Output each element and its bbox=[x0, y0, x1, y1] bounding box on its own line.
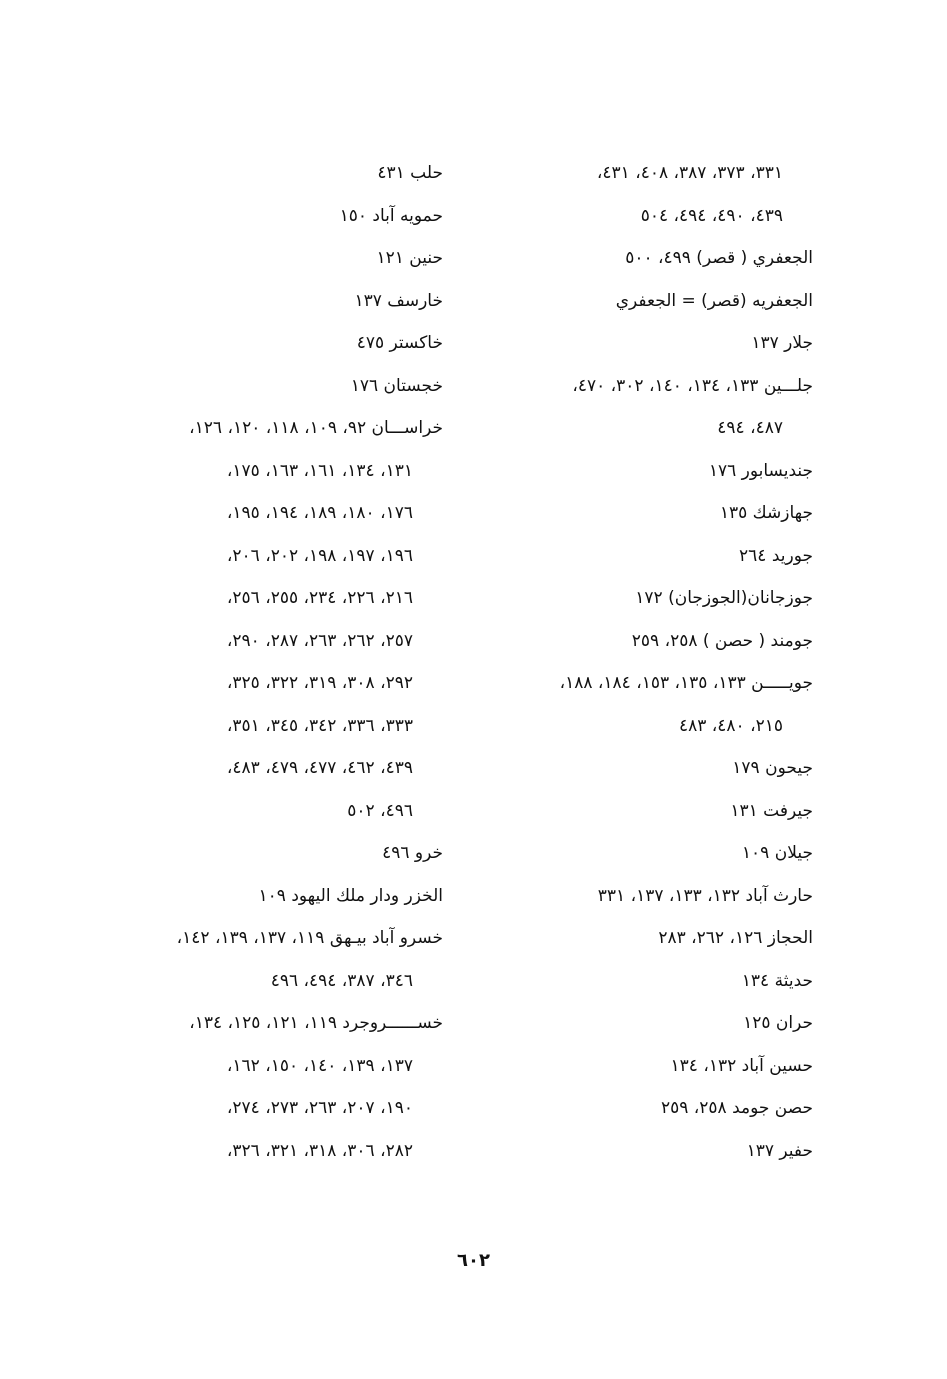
index-entry: حنين ١٢١ bbox=[376, 248, 443, 268]
index-entry: خسرو آباد بيـهق ١١٩، ١٣٧، ١٣٩، ١٤٢، bbox=[176, 928, 443, 948]
index-entry: جيحون ١٧٩ bbox=[732, 758, 813, 778]
index-entry: خراســـان ٩٢، ١٠٩، ١١٨، ١٢٠، ١٢٦، bbox=[189, 418, 443, 438]
index-entry: الخزر ودار ملك اليهود ١٠٩ bbox=[258, 885, 443, 906]
index-entry: جيرفت ١٣١ bbox=[730, 800, 813, 821]
index-entry: حران ١٢٥ bbox=[743, 1013, 813, 1033]
index-entry: ١٣١، ١٣٤، ١٦١، ١٦٣، ١٧٥، bbox=[226, 460, 413, 481]
index-entry: حفير ١٣٧ bbox=[746, 1140, 813, 1161]
index-entry: ١٧٦، ١٨٠، ١٨٩، ١٩٤، ١٩٥، bbox=[226, 503, 413, 523]
index-entry: ٢٨٢، ٣٠٦، ٣١٨، ٣٢١، ٣٢٦، bbox=[226, 1140, 413, 1161]
index-entry: ٣٣١، ٣٧٣، ٣٨٧، ٤٠٨، ٤٣١، bbox=[596, 163, 783, 183]
index-entry: ٤٨٧، ٤٩٤ bbox=[717, 418, 783, 438]
index-entry: ١٩٠، ٢٠٧، ٢٦٣، ٢٧٣، ٢٧٤، bbox=[226, 1098, 413, 1118]
index-entry: حسين آباد ١٣٢، ١٣٤ bbox=[670, 1055, 813, 1076]
index-entry: ٢١٥، ٤٨٠، ٤٨٣ bbox=[679, 715, 783, 736]
index-entry: ١٣٧، ١٣٩، ١٤٠، ١٥٠، ١٦٢، bbox=[226, 1055, 413, 1076]
index-entry: حمويه آباد ١٥٠ bbox=[339, 205, 443, 226]
index-entry: الحجاز ١٢٦، ٢٦٢، ٢٨٣ bbox=[658, 928, 813, 948]
index-entry: حصن جومد ٢٥٨، ٢٥٩ bbox=[660, 1098, 813, 1118]
index-entry: خرو ٤٩٦ bbox=[382, 843, 443, 863]
index-entry: جهازشك ١٣٥ bbox=[719, 503, 813, 523]
index-entry: جوزجانان(الجوزجان) ١٧٢ bbox=[635, 588, 813, 608]
index-entry: خاكستر ٤٧٥ bbox=[356, 333, 443, 353]
index-entry: ٤٣٩، ٤٦٢، ٤٧٧، ٤٧٩، ٤٨٣، bbox=[226, 758, 413, 778]
index-entry: الجعفري ( قصر) ٤٩٩، ٥٠٠ bbox=[625, 248, 813, 268]
index-entry: جويـــــن ١٣٣، ١٣٥، ١٥٣، ١٨٤، ١٨٨، bbox=[559, 673, 813, 693]
index-entry: خارسف ١٣٧ bbox=[354, 290, 443, 311]
index-entry: جوريد ٢٦٤ bbox=[739, 545, 813, 566]
index-entry: خســــــروجرد ١١٩، ١٢١، ١٢٥، ١٣٤، bbox=[189, 1013, 443, 1033]
index-column-right bbox=[468, 152, 813, 1172]
index-entry: حلب ٤٣١ bbox=[377, 163, 443, 183]
index-entry: جلار ١٣٧ bbox=[751, 333, 813, 353]
index-entry: جيلان ١٠٩ bbox=[741, 843, 813, 863]
index-entry: خجستان ١٧٦ bbox=[350, 375, 443, 396]
index-entry: ٢٩٢، ٣٠٨، ٣١٩، ٣٢٢، ٣٢٥، bbox=[226, 673, 413, 693]
index-entry: جنديسابور ١٧٦ bbox=[708, 460, 813, 481]
index-entry: ٣٤٦، ٣٨٧، ٤٩٤، ٤٩٦ bbox=[270, 970, 413, 991]
index-entry: ٢١٦، ٢٢٦، ٢٣٤، ٢٥٥، ٢٥٦، bbox=[226, 588, 413, 608]
index-entry: حديثة ١٣٤ bbox=[741, 970, 813, 991]
index-entry: حارث آباد ١٣٢، ١٣٣، ١٣٧، ٣٣١ bbox=[597, 885, 813, 906]
index-entry: ١٩٦، ١٩٧، ١٩٨، ٢٠٢، ٢٠٦، bbox=[226, 545, 413, 566]
index-entry: ٤٣٩، ٤٩٠، ٤٩٤، ٥٠٤ bbox=[640, 205, 783, 226]
index-entry: ٤٩٦، ٥٠٢ bbox=[347, 800, 413, 821]
index-entry: ٣٣٣، ٣٣٦، ٣٤٢، ٣٤٥، ٣٥١، bbox=[226, 715, 413, 736]
index-entry: ٢٥٧، ٢٦٢، ٢٦٣، ٢٨٧، ٢٩٠، bbox=[226, 630, 413, 651]
index-column-left bbox=[98, 152, 443, 1172]
index-entry: الجعفريه (قصر) = الجعفري bbox=[615, 290, 813, 311]
index-entry: جلـــين ١٣٣، ١٣٤، ١٤٠، ٣٠٢، ٤٧٠، bbox=[572, 375, 813, 396]
index-entry: جومند ( حصن ) ٢٥٨، ٢٥٩ bbox=[631, 630, 813, 651]
page-number: ٦٠٢ bbox=[457, 1250, 490, 1271]
